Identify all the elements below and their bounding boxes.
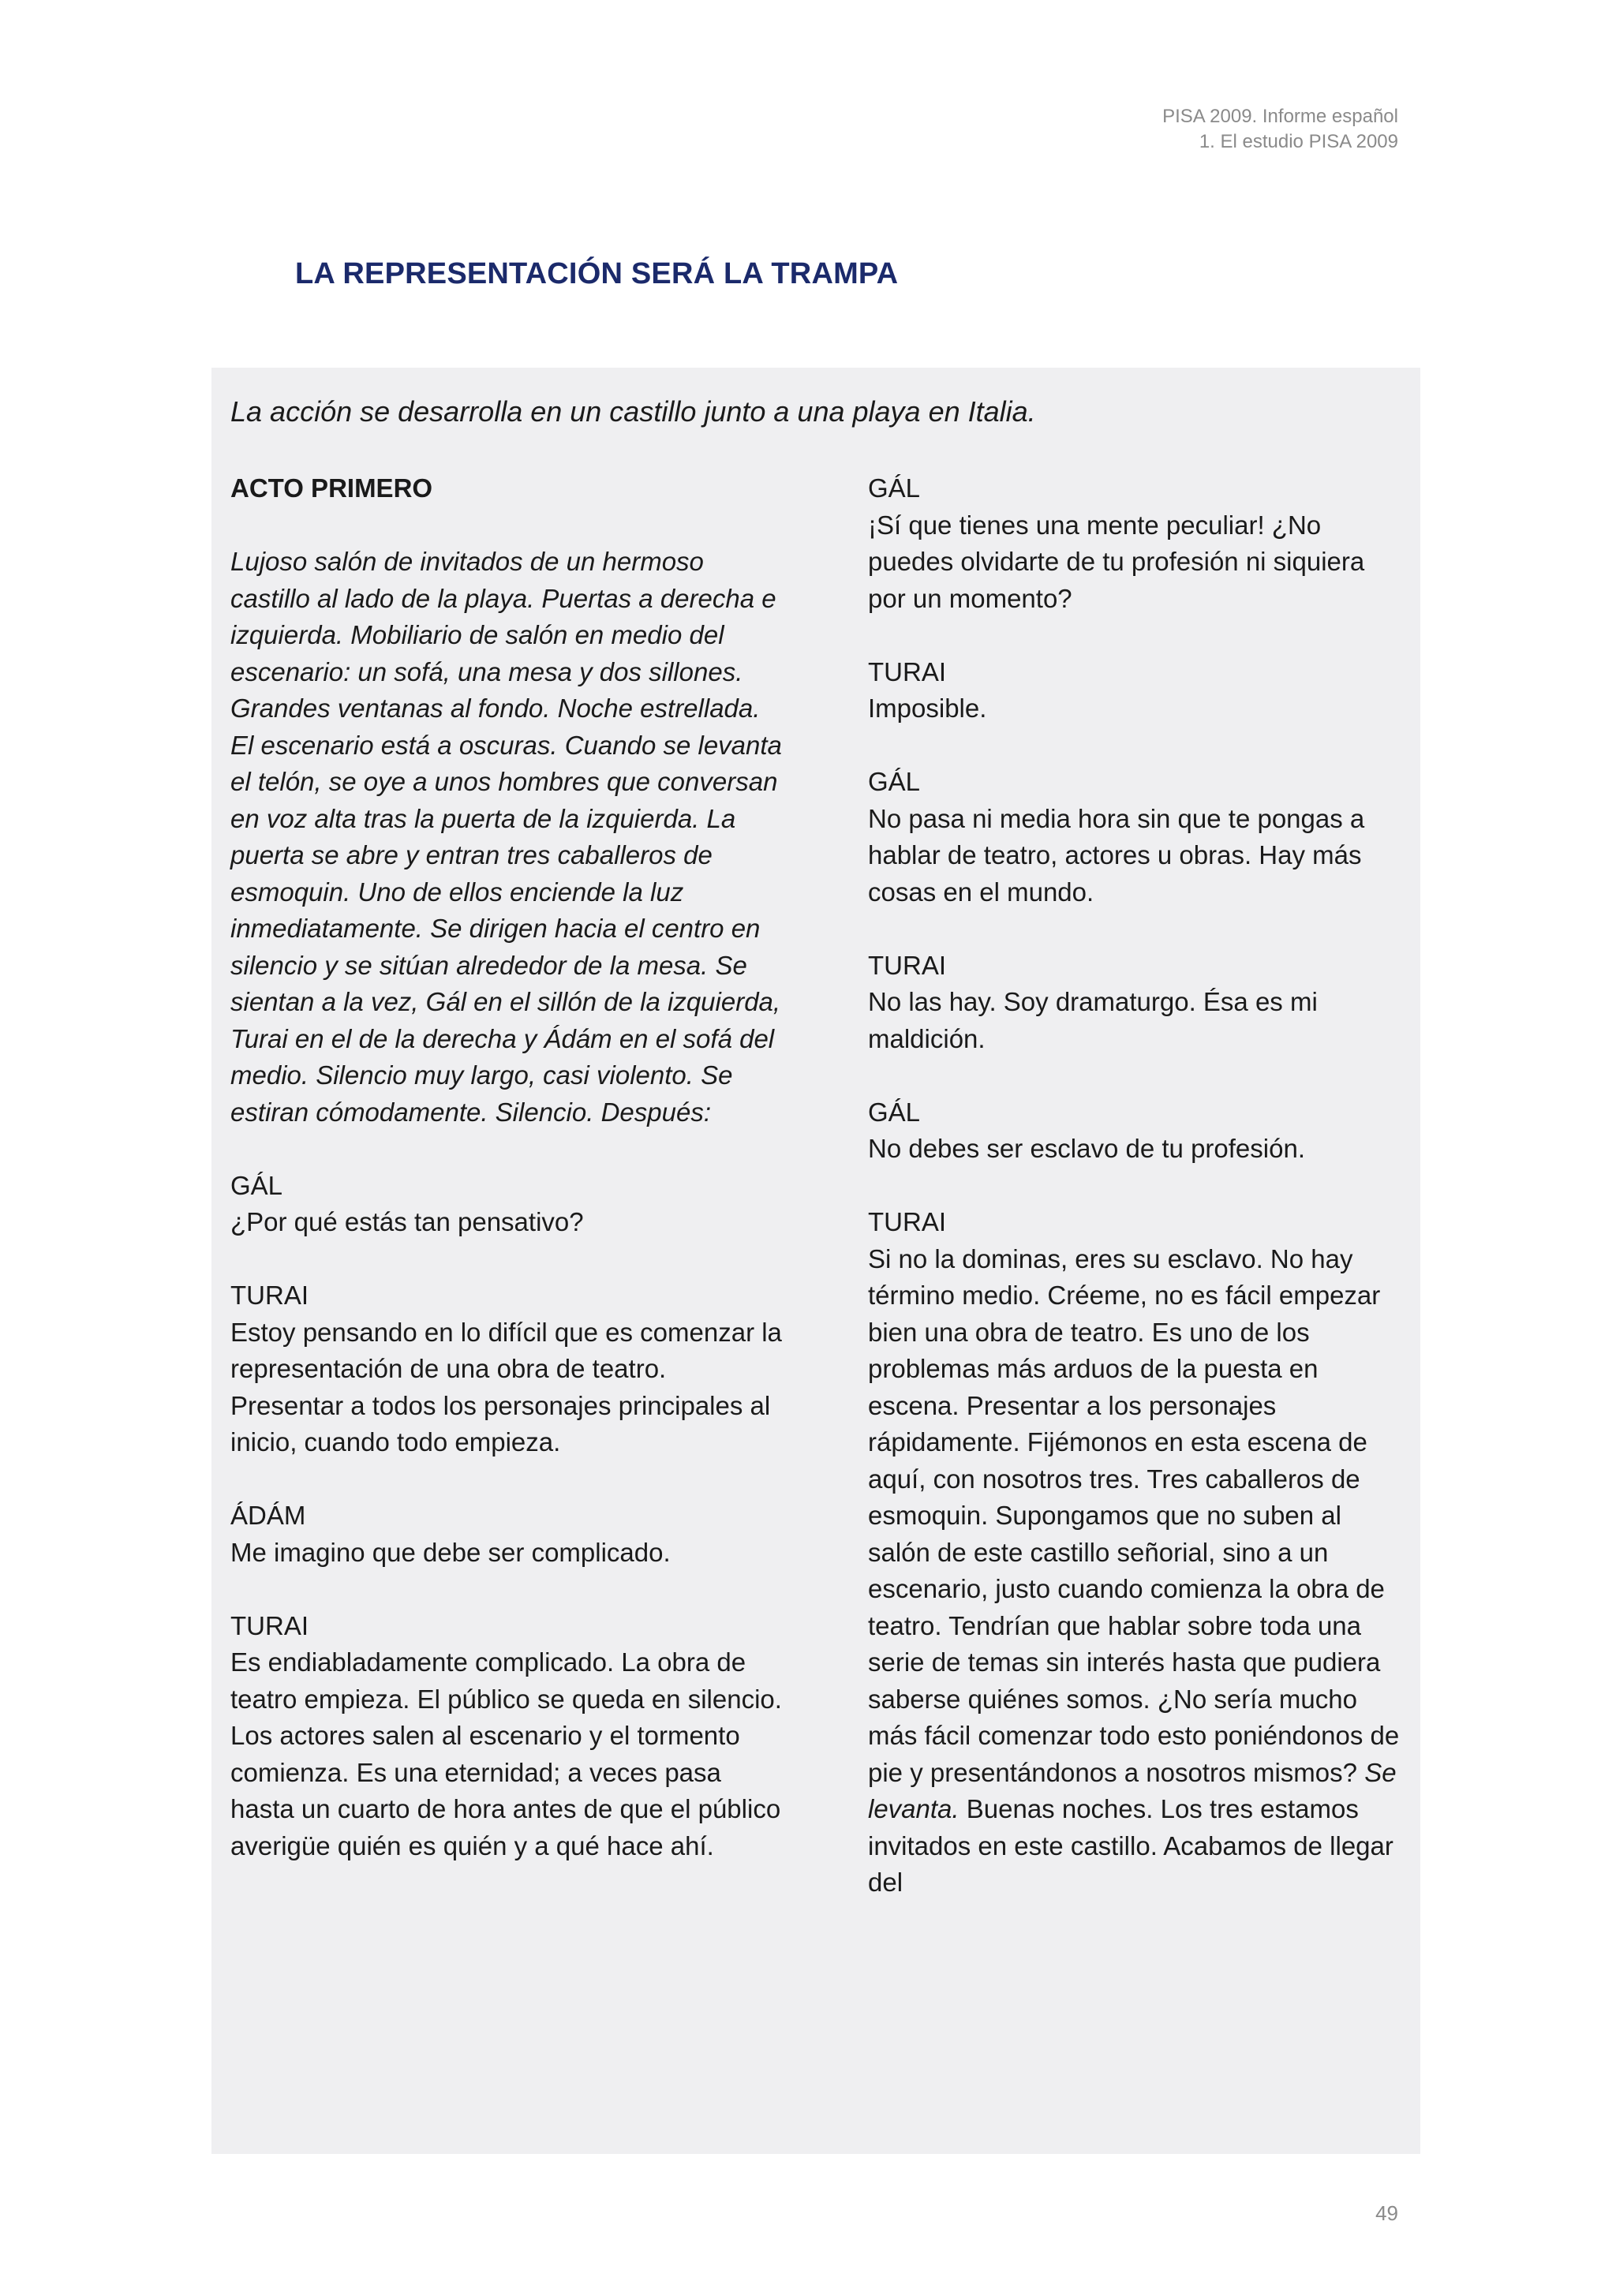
speech-text: ¿Por qué estás tan pensativo? [230, 1207, 584, 1236]
speech-text: ¡Sí que tienes una mente peculiar! ¿No puedes olvidarte de tu profesión ni siquiera por un momento? [868, 510, 1365, 613]
speech-text: Estoy pensando en lo difícil que es comenzar la representación de una obra de teatro. Presentar a todos los personajes principales al inicio, cuando todo empieza. [230, 1317, 782, 1457]
running-header-line-1: PISA 2009. Informe español [1162, 106, 1398, 127]
speaker-name: GÁL [230, 1170, 283, 1200]
speech-text-after: Buenas noches. Los tres estamos invitados en este castillo. Acabamos de llegar del [868, 1794, 1393, 1897]
running-header [1162, 104, 1398, 155]
play-text-box [211, 368, 1420, 2154]
speech-text: No debes ser esclavo de tu profesión. [868, 1134, 1305, 1163]
speaker-name: GÁL [868, 473, 921, 503]
speech-text: No las hay. Soy dramaturgo. Ésa es mi maldición. [868, 987, 1318, 1053]
dialogue-turn [868, 948, 1405, 1058]
dialogue-turn [230, 1608, 783, 1865]
dialogue-turn [868, 1094, 1405, 1168]
setting-line: La acción se desarrolla en un castillo junto a una playa en Italia. [230, 395, 1036, 428]
speaker-name: TURAI [868, 656, 946, 686]
speaker-name: GÁL [868, 767, 921, 796]
dialogue-turn [868, 654, 1405, 727]
right-column [868, 470, 1405, 1938]
page-title: LA REPRESENTACIÓN SERÁ LA TRAMPA [295, 257, 899, 290]
dialogue-turn-final [868, 1204, 1405, 1901]
inline-stage-direction: Se levanta. [868, 1757, 1397, 1823]
left-column [230, 470, 783, 1901]
dialogue-turn [230, 1498, 783, 1571]
speaker-name: TURAI [230, 1281, 309, 1310]
dialogue-turn [230, 1277, 783, 1461]
speaker-name: TURAI [868, 1207, 946, 1236]
act-heading: ACTO PRIMERO [230, 473, 433, 503]
speaker-name: TURAI [868, 950, 946, 980]
speech-text: Me imagino que debe ser complicado. [230, 1537, 671, 1567]
dialogue-turn [868, 764, 1405, 911]
speaker-name: ÁDÁM [230, 1501, 306, 1530]
speech-text: Es endiabladamente complicado. La obra de teatro empieza. El público se queda en silencio. Los actores salen al escenario y el tormento comienza. Es una eternidad; a veces pasa hasta un cuarto de hora antes de que el público averigüe quién es quién y a qué hace ahí. [230, 1647, 782, 1860]
speech-text [868, 1241, 1405, 1901]
dialogue-turn [230, 1168, 783, 1241]
page-number: 49 [1375, 2201, 1398, 2225]
speech-text-before: Si no la dominas, eres su esclavo. No hay término medio. Créeme, no es fácil empezar bien una obra de teatro. Es uno de los problemas más arduos de la puesta en escena. Presentar a los personajes rápidamente. Fijémonos en esta escena de aquí, con nosotros tres. Tres caballeros de esmoquin. Supongamos que no suben al salón de este castillo señorial, sino a un escenario, justo cuando comienza la obra de teatro. Tendrían que hablar sobre toda una serie de temas sin interés hasta que pudiera saberse quiénes somos. ¿No sería mucho más fácil comenzar todo esto poniéndonos de pie y presentándonos a nosotros mismos? [868, 1243, 1400, 1787]
speech-text: Imposible. [868, 694, 987, 723]
stage-direction: Lujoso salón de invitados de un hermoso castillo al lado de la playa. Puertas a derecha e izquierda. Mobiliario de salón en medio del escenario: un sofá, una mesa y dos sillones. Grandes ventanas al fondo. Noche estrellada. El escenario está a oscuras. Cuando se levanta el telón, se oye a unos hombres que conversan en voz alta tras la puerta de la izquierda. La puerta se abre y entran tres caballeros de esmoquin. Uno de ellos enciende la luz inmediatamente. Se dirigen hacia el centro en silencio y se sitúan alrededor de la mesa. Se sientan a la vez, Gál en el sillón de la izquierda, Turai en el de la derecha y Ádám en el sofá del medio. Silencio muy largo, casi violento. Se estiran cómodamente. Silencio. Después: [230, 547, 782, 1127]
speech-text: No pasa ni media hora sin que te pongas a hablar de teatro, actores u obras. Hay más cosas en el mundo. [868, 803, 1365, 907]
speaker-name: GÁL [868, 1097, 921, 1127]
speaker-name: TURAI [230, 1610, 309, 1640]
dialogue-turn [868, 470, 1405, 617]
running-header-line-2: 1. El estudio PISA 2009 [1199, 131, 1398, 152]
